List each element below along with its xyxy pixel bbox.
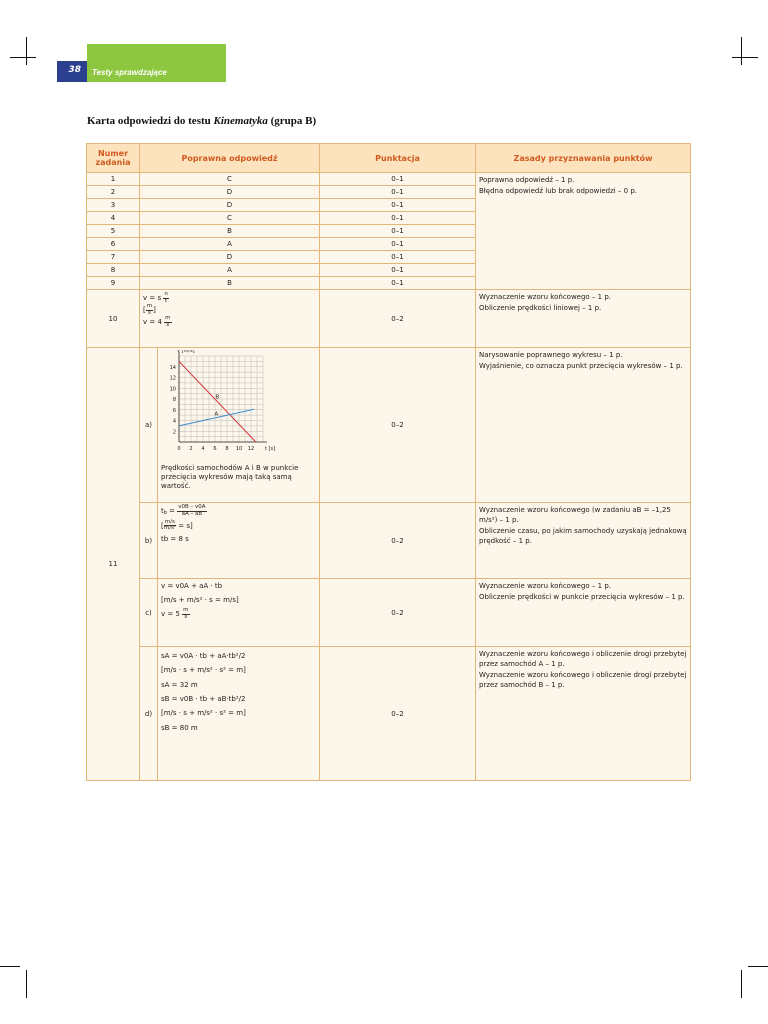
task-11a-answer <box>158 348 320 503</box>
points: 0–1 <box>320 277 476 290</box>
rule-item: Obliczenie czasu, po jakim samochody uzyskają jednakową prędkość – 1 p. <box>479 527 687 546</box>
correct-answer: C <box>140 212 320 225</box>
task-number: 3 <box>87 199 140 212</box>
correct-answer: C <box>140 173 320 186</box>
title-topic: Kinematyka <box>213 115 268 127</box>
y-tick-label: 14 <box>169 364 176 371</box>
correct-answer: D <box>140 199 320 212</box>
task-number: 8 <box>87 264 140 277</box>
task-11-number: 11 <box>87 348 140 781</box>
task-11d-formula-b: sB = v0B · tb + aB·tb²/2 <box>161 695 246 704</box>
x-tick-label: 6 <box>213 446 217 452</box>
task-11d-units-a: [m/s · s + m/s² · s² = m] <box>161 666 246 675</box>
task-10-rules <box>476 290 691 348</box>
task-11c-label: c) <box>140 579 158 647</box>
page-number-box <box>57 61 87 82</box>
points: 0–1 <box>320 251 476 264</box>
task-10-answer: v = s $\frac{n}{t}$ [ $\frac{m}{s}$ ] v = 4 $\frac{m}{s}$ <box>140 290 320 348</box>
y-tick-label: 2 <box>172 429 176 436</box>
frac-den: s <box>184 613 188 620</box>
y-tick-label: 4 <box>172 418 176 425</box>
table-row-11b <box>87 503 691 579</box>
table-row-11c <box>87 579 691 647</box>
header-answer: Poprawna odpowiedź <box>140 144 320 173</box>
rule-item: Wyznaczenie wzoru końcowego i obliczenie drogi przebytej przez samochód B – 1 p. <box>479 671 687 690</box>
rule-item: Wyznaczenie wzoru końcowego (w zadaniu aB = –1,25 m/s²) – 1 p. <box>479 506 671 525</box>
points: 0–1 <box>320 186 476 199</box>
task-number: 7 <box>87 251 140 264</box>
task-11b-points: 0–2 <box>320 503 476 579</box>
crop-mark <box>732 57 758 58</box>
points: 0–1 <box>320 238 476 251</box>
page-number: 38 <box>68 65 81 75</box>
x-axis-label: t [s] <box>265 446 276 452</box>
task-number: 6 <box>87 238 140 251</box>
velocity-graph <box>161 350 276 458</box>
task-11a-label: a) <box>140 348 158 503</box>
task-11c-rules <box>476 579 691 647</box>
title-prefix: Karta odpowiedzi do testu <box>87 115 214 127</box>
task-11c-formula: v = v0A + aA · tb <box>161 582 223 590</box>
task-10-result: v = 4 <box>143 318 162 326</box>
points: 0–1 <box>320 264 476 277</box>
title-suffix: (grupa B) <box>267 115 317 127</box>
graph-note: Prędkości samochodów A i B w punkcie przecięcia wykresów mają taką samą wartość. <box>161 463 299 491</box>
table-row <box>87 173 691 186</box>
rule-item: Błędna odpowiedź lub brak odpowiedzi – 0 p. <box>479 187 637 196</box>
page-title <box>87 115 316 127</box>
section-title: Testy sprawdzające <box>92 68 167 77</box>
y-tick-label: 12 <box>169 375 176 382</box>
series-line-B <box>179 361 256 442</box>
x-tick-label: 0 <box>177 446 181 452</box>
rule-item: Wyznaczenie wzoru końcowego i obliczenie drogi przebytej przez samochód A – 1 p. <box>479 650 687 669</box>
frac-den: aA – aB <box>181 510 203 517</box>
correct-answer: D <box>140 186 320 199</box>
frac-num: m <box>146 303 153 309</box>
y-tick-label: 6 <box>172 407 176 414</box>
rule-item: Wyznaczenie wzoru końcowego – 1 p. <box>479 293 612 301</box>
frac-den: m/s² <box>163 525 177 531</box>
task-11c-units: [m/s + m/s² · s = m/s] <box>161 595 239 604</box>
rule-item: Poprawna odpowiedź – 1 p. <box>479 176 575 184</box>
crop-mark <box>748 966 768 967</box>
crop-mark <box>741 37 742 65</box>
rows-1-9 <box>87 173 691 290</box>
task-11d-formula-a: sA = v0A · tb + aA·tb²/2 <box>161 652 246 660</box>
frac-den: s <box>147 309 151 316</box>
correct-answer: A <box>140 264 320 277</box>
header-number: Numer zadania <box>87 144 140 173</box>
formula-sub: b <box>163 510 167 516</box>
task-11b-answer: $t_b$ = $\frac{v0B - v0A}{aA - aB}$ [ $\frac{m/s}{\text{m/s²}}$ = s] tb = 8 s <box>158 503 320 579</box>
x-tick-label: 2 <box>189 446 193 452</box>
task-11b-label: b) <box>140 503 158 579</box>
points: 0–1 <box>320 212 476 225</box>
task-number: 2 <box>87 186 140 199</box>
task-11a-points: 0–2 <box>320 348 476 503</box>
task-11d-label: d) <box>140 647 158 781</box>
task-number: 1 <box>87 173 140 186</box>
points: 0–1 <box>320 173 476 186</box>
y-tick-label: 8 <box>172 397 176 403</box>
correct-answer: D <box>140 251 320 264</box>
task-11b-rules <box>476 503 691 579</box>
task-11c-answer <box>158 579 320 647</box>
task-11b-result: tb = 8 s <box>161 534 189 543</box>
frac-num: n <box>164 291 168 297</box>
rule-item: Wyznaczenie wzoru końcowego – 1 p. <box>479 582 612 590</box>
frac-num: m <box>183 607 189 613</box>
header-points: Punktacja <box>320 144 476 173</box>
task-10-formula-1: v = s <box>143 294 162 302</box>
crop-mark <box>741 970 742 998</box>
rule-item: Obliczenie prędkości w punkcie przecięcia wykresów – 1 p. <box>479 593 685 602</box>
task-11d-units-b: [m/s · s + m/s² · s² = m] <box>161 709 246 718</box>
answer-table <box>86 143 691 781</box>
task-11a-rules <box>476 348 691 503</box>
task-11d-rules <box>476 647 691 781</box>
x-tick-label: 4 <box>201 446 205 452</box>
x-tick-label: 12 <box>247 446 255 452</box>
rule-item: Wyjaśnienie, co oznacza punkt przecięcia wykresów – 1 p. <box>479 362 683 371</box>
crop-mark <box>10 57 36 58</box>
y-tick-label: 10 <box>169 386 176 393</box>
table-row-10 <box>87 290 691 348</box>
section-band <box>87 44 226 82</box>
crop-mark <box>26 970 27 998</box>
table-row-11a <box>87 348 691 503</box>
task-11d-points: 0–2 <box>320 647 476 781</box>
frac-num: m/s <box>164 518 175 525</box>
crop-mark <box>0 966 20 967</box>
task-11c-points: 0–2 <box>320 579 476 647</box>
task-number: 9 <box>87 277 140 290</box>
unit-result: = s <box>178 521 190 530</box>
task-11d-result-b: sB = 80 m <box>161 723 198 732</box>
correct-answer: A <box>140 238 320 251</box>
task-11c-result: v = 5 <box>161 610 180 618</box>
frac-num: v0B – v0A <box>178 504 206 510</box>
frac-num: m <box>165 315 171 321</box>
table-row-11d <box>87 647 691 781</box>
rules-1-9 <box>476 173 691 290</box>
correct-answer: B <box>140 277 320 290</box>
task-number: 5 <box>87 225 140 238</box>
frac-den: s <box>166 321 170 328</box>
task-number: 4 <box>87 212 140 225</box>
task-11d-result-a: sA = 32 m <box>161 680 198 689</box>
task-10-points: 0–2 <box>320 290 476 348</box>
frac-den: t <box>165 297 168 304</box>
crop-mark <box>26 37 27 65</box>
points: 0–1 <box>320 199 476 212</box>
formula-t: t <box>161 507 164 515</box>
x-tick-label: 8 <box>225 446 229 452</box>
header-rules: Zasady przyznawania punktów <box>476 144 691 173</box>
rule-item: Obliczenie prędkości liniowej – 1 p. <box>479 304 602 313</box>
series-label-B: B <box>215 394 220 401</box>
rule-item: Narysowanie poprawnego wykresu – 1 p. <box>479 351 623 359</box>
task-11d-answer <box>158 647 320 781</box>
y-axis-label: v [m/s] <box>177 350 195 354</box>
x-tick-label: 10 <box>235 446 243 452</box>
points: 0–1 <box>320 225 476 238</box>
correct-answer: B <box>140 225 320 238</box>
series-label-A: A <box>214 411 219 418</box>
task-10-number: 10 <box>87 290 140 348</box>
